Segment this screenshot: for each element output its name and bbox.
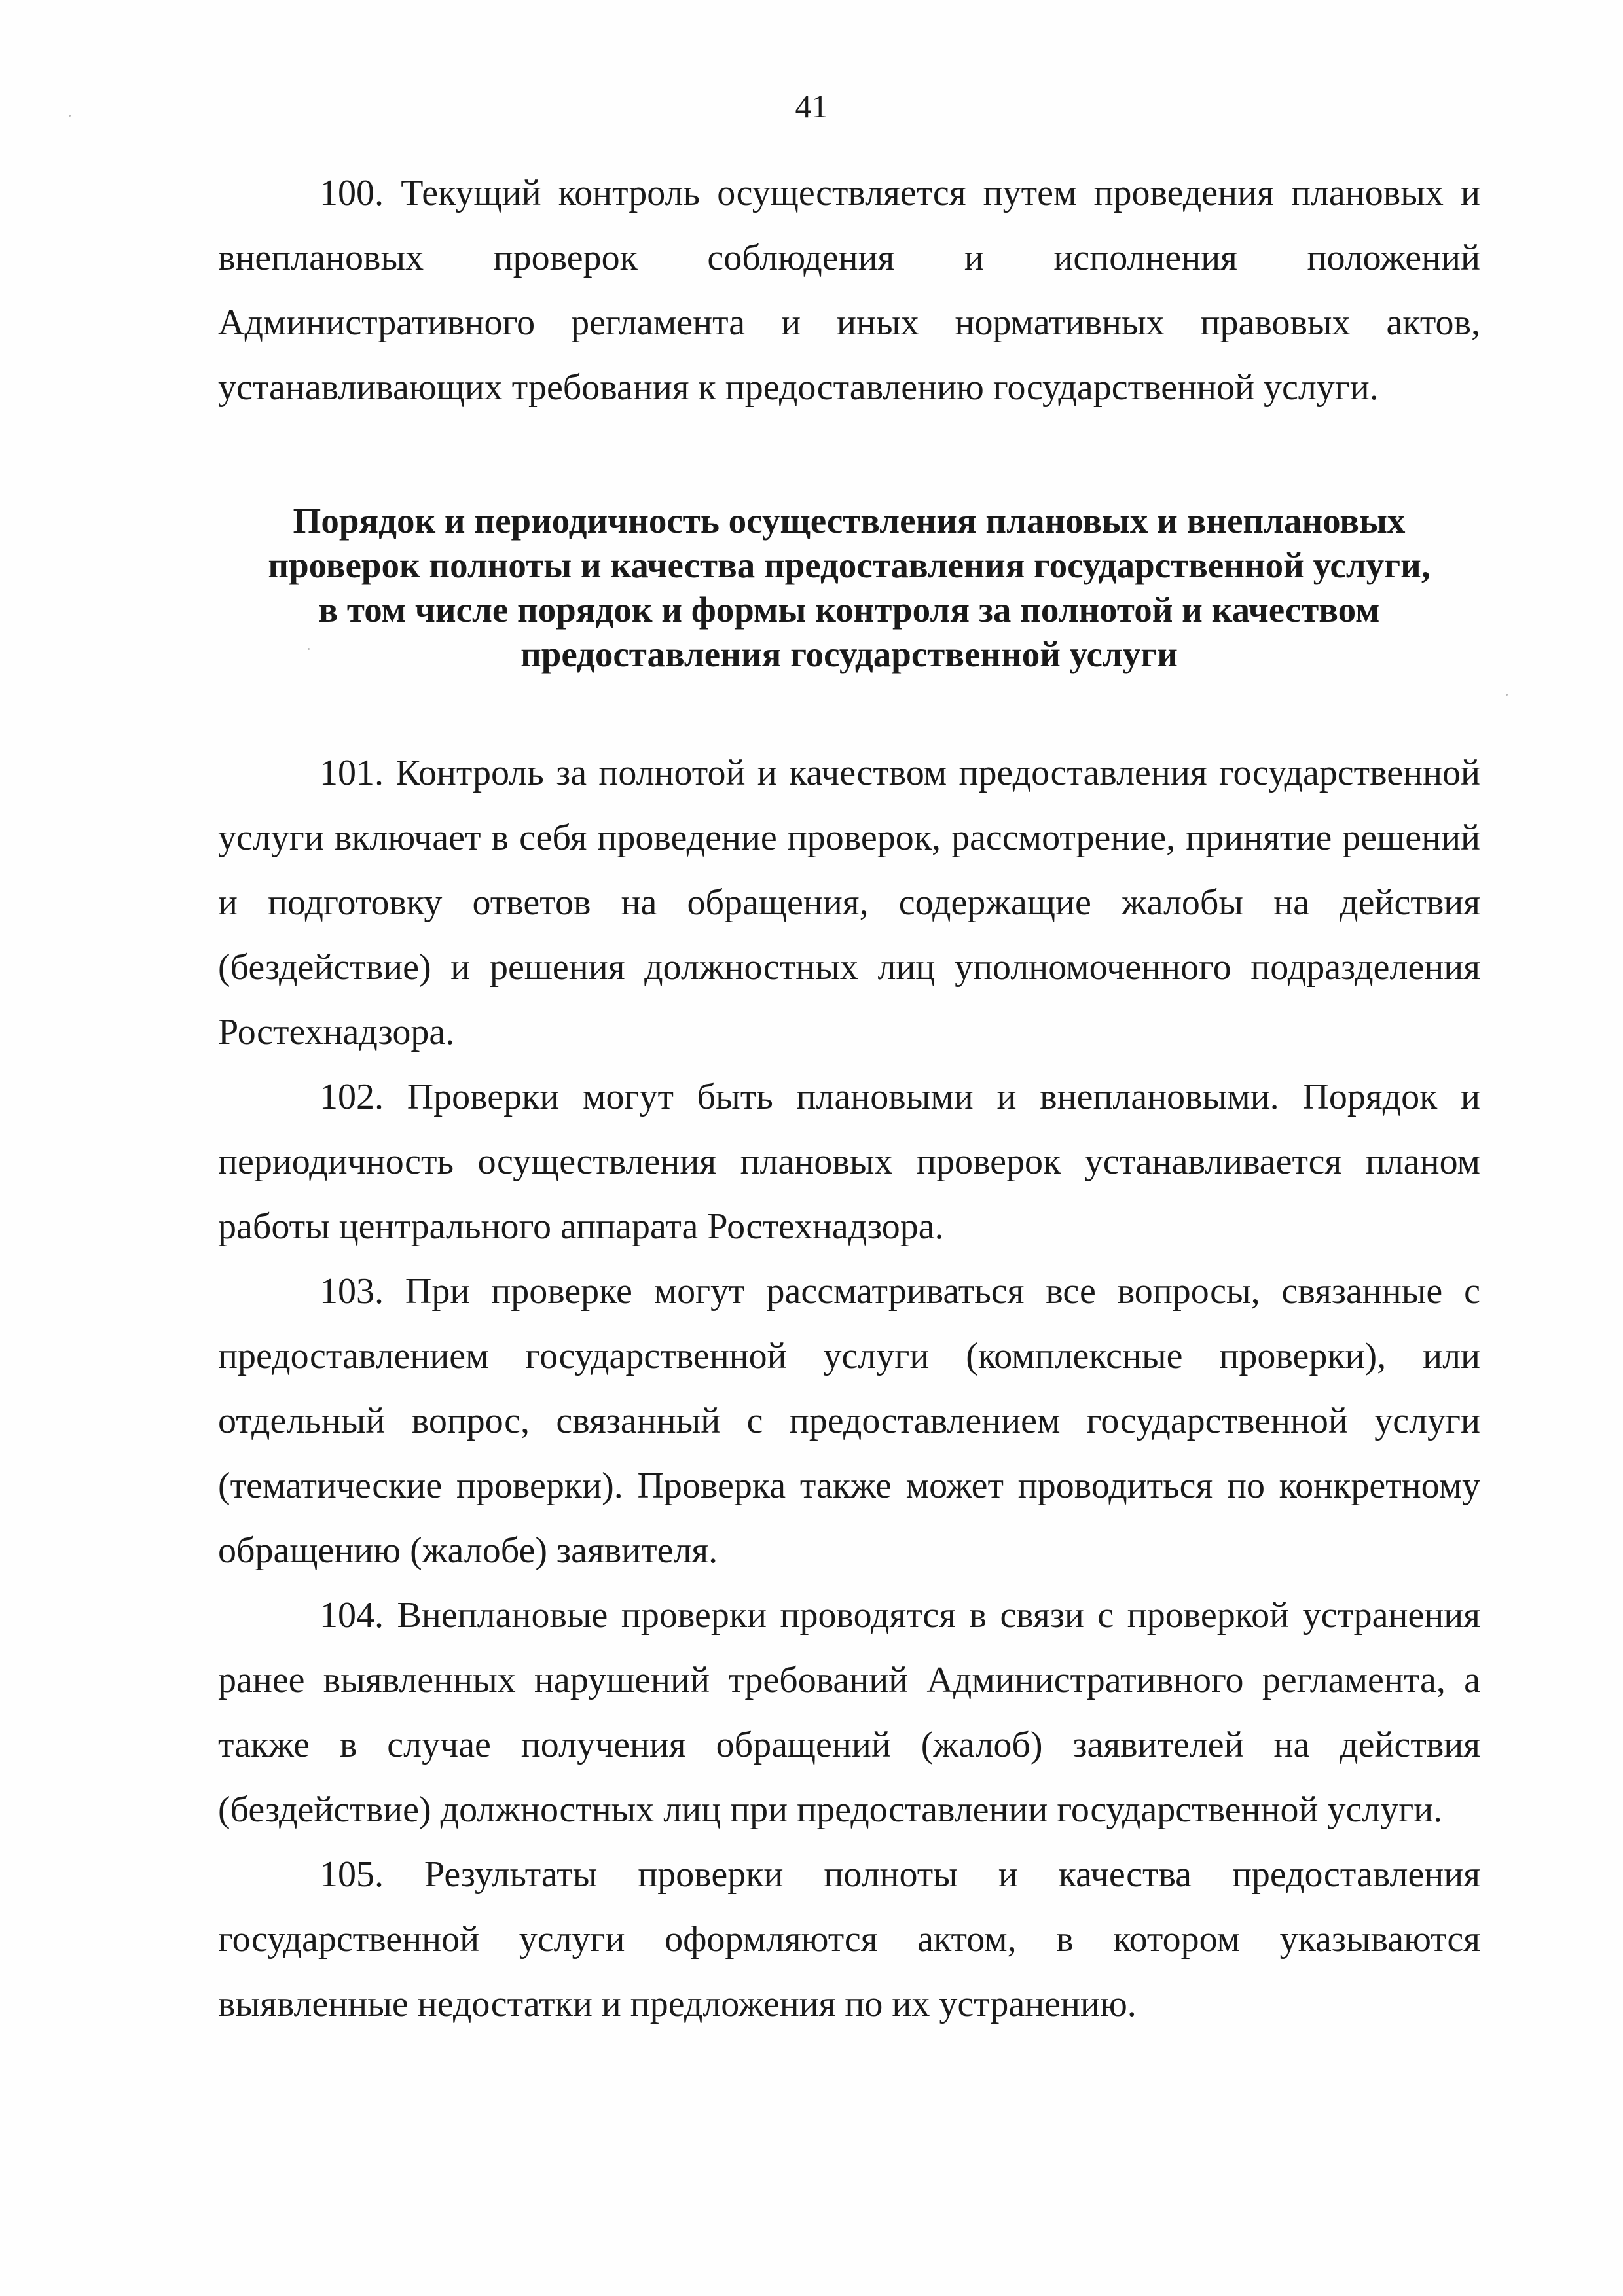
document-body [218,161,1480,2037]
paragraph-101: 101. Контроль за полнотой и качеством предоставления государственной услуги включает в себя проведение проверок, рассмотрение, принятие решений и подготовку ответов на обращения, содержащие жалобы на действия (бездействие) и решения должностных лиц уполномоченного подразделения Ростехнадзора. [218,753,1480,1052]
scan-speck [308,648,310,650]
paragraph-100: 100. Текущий контроль осуществляется путем проведения плановых и внеплановых проверок соблюдения и исполнения положений Административного регламента и иных нормативных правовых актов, устанавливающих требования к предоставлению государственной услуги. [218,173,1480,408]
heading-line: проверок полноты и качества предоставления государственной услуги, [268,545,1431,585]
heading-line: предоставления государственной услуги [520,634,1178,674]
section-heading [218,499,1480,677]
page-number: 41 [795,88,828,124]
scan-speck [69,115,71,117]
paragraph-104: 104. Внеплановые проверки проводятся в связи с проверкой устранения ранее выявленных нарушений требований Административного регламента, а также в случае получения обращений (жалоб) заявителей на действия (бездействие) должностных лиц при предоставлении государственной услуги. [218,1595,1480,1830]
heading-line: в том числе порядок и формы контроля за полнотой и качеством [318,590,1380,630]
paragraph-103: 103. При проверке могут рассматриваться все вопросы, связанные с предоставлением государственной услуги (комплексные проверки), или отдельный вопрос, связанный с предоставлением государственной услуги (тематические проверки). Проверка также может проводиться по конкретному обращению (жалобе) заявителя. [218,1271,1480,1571]
scan-speck [1506,694,1508,696]
paragraph-102: 102. Проверки могут быть плановыми и внеплановыми. Порядок и периодичность осуществления плановых проверок устанавливается планом работы центрального аппарата Ростехнадзора. [218,1077,1480,1247]
heading-line: Порядок и периодичность осуществления плановых и внеплановых [293,501,1406,541]
paragraph-105: 105. Результаты проверки полноты и качества предоставления государственной услуги оформляются актом, в котором указываются выявленные недостатки и предложения по их устранению. [218,1854,1480,2024]
